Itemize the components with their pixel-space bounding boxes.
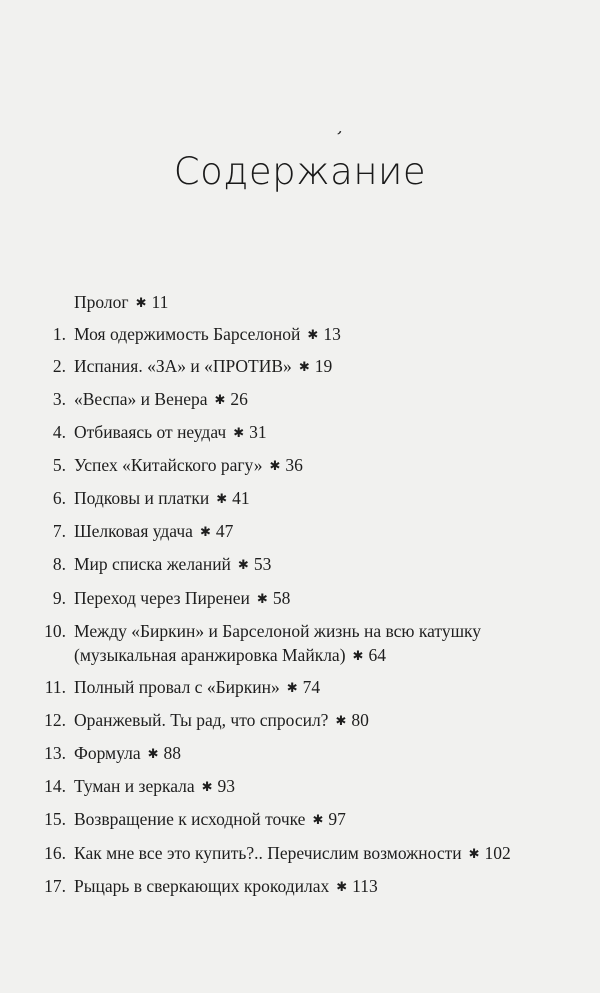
toc-entry-title: Между «Биркин» и Барселоной жизнь на всю катушку [74, 621, 482, 641]
separator-star-icon: ✱ [135, 296, 147, 311]
toc-entry-title: Полный провал с «Биркин» [74, 677, 280, 697]
separator-star-icon: ✱ [307, 328, 319, 343]
toc-entry-number: 6. [52, 488, 66, 508]
separator-star-icon: ✱ [352, 649, 364, 664]
toc-entry-page: 64 [368, 645, 386, 665]
toc-entry-title: Рыцарь в сверкающих крокодилах [74, 876, 330, 896]
separator-star-icon: ✱ [256, 592, 268, 607]
toc-entry-page: 31 [249, 422, 267, 442]
separator-star-icon: ✱ [468, 847, 480, 862]
toc-entry-page: 88 [163, 743, 182, 763]
separator-star-icon: ✱ [335, 714, 347, 729]
toc-entry-title: Мир списка желаний [74, 554, 231, 574]
separator-star-icon: ✱ [237, 558, 249, 573]
toc-entry-title: Переход через Пиренеи [74, 588, 250, 608]
separator-star-icon: ✱ [233, 426, 245, 441]
separator-star-icon: ✱ [298, 360, 310, 375]
toc-entry-page: 11 [151, 292, 169, 312]
toc-entry-number: 11. [44, 677, 66, 697]
toc-entry-title: Возвращение к исходной точке [74, 809, 306, 829]
toc-entry-line [74, 486, 250, 513]
toc-entry-page: 102 [484, 843, 511, 863]
toc-entry-number: 16. [44, 843, 66, 863]
toc-entry-page: 13 [323, 324, 341, 344]
toc-entry-number: 10. [44, 621, 66, 641]
toc-entry-line [74, 322, 341, 349]
toc-entry-line [74, 643, 386, 670]
toc-entry-title: Моя одержимость Барселоной [74, 324, 301, 344]
toc-entry-page: 47 [215, 521, 234, 541]
toc-entry-title: Успех «Китайского рагу» [74, 455, 263, 475]
separator-star-icon: ✱ [336, 880, 348, 895]
toc-entry-page: 41 [232, 488, 250, 508]
toc-entry-number: 2. [52, 356, 66, 376]
toc-entry-line [74, 675, 320, 702]
separator-star-icon: ✱ [147, 747, 159, 762]
toc-entry-number: 14. [44, 776, 66, 796]
toc-entry-title: Туман и зеркала [74, 776, 195, 796]
separator-star-icon: ✱ [216, 492, 228, 507]
separator-star-icon: ✱ [214, 393, 226, 408]
toc-entry-page: 93 [217, 776, 236, 796]
toc-entry-title: «Веспа» и Венера [74, 389, 208, 409]
toc-entry-page: 58 [272, 588, 291, 608]
toc-entry-line [74, 586, 290, 613]
toc-entry-page: 36 [285, 455, 303, 475]
toc-entry-line [74, 708, 369, 735]
toc-entry-number: 17. [44, 876, 66, 896]
toc-entry-number: 4. [52, 422, 66, 442]
page-title: Содержание [173, 150, 427, 193]
toc-entry-title: Оранжевый. Ты рад, что спросил? [74, 710, 329, 730]
toc-entry-title: Отбиваясь от неудач [74, 422, 227, 442]
toc-entry-line [74, 453, 303, 480]
toc-entry-page: 26 [230, 389, 248, 409]
toc-entry-number: 13. [44, 743, 66, 763]
toc-entry-line [74, 774, 235, 801]
toc-entry-page: 113 [352, 876, 378, 896]
toc-entry-number: 12. [44, 710, 66, 730]
toc-entry-number: 3. [52, 389, 66, 409]
toc-entry-number: 1. [52, 324, 66, 344]
toc-entry-title: Как мне все это купить?.. Перечислим возможности [74, 843, 462, 863]
toc-entry-title: Подковы и платки [74, 488, 210, 508]
toc-entry-number: 15. [44, 809, 66, 829]
separator-star-icon: ✱ [312, 813, 324, 828]
top-mark: , [336, 117, 347, 138]
toc-entry-line [74, 552, 271, 579]
separator-star-icon: ✱ [199, 525, 211, 540]
toc-entry-line [74, 619, 481, 643]
separator-star-icon: ✱ [269, 459, 281, 474]
toc-entry-page: 97 [328, 809, 346, 829]
toc-entry-line [74, 807, 346, 834]
toc-entry-line [74, 741, 181, 768]
toc-entry-page: 53 [253, 554, 272, 574]
toc-entry-number: 9. [52, 588, 66, 608]
toc-entry-page: 19 [314, 356, 333, 376]
separator-star-icon: ✱ [286, 681, 298, 696]
toc-entry-number: 7. [52, 521, 66, 541]
toc-entry-page: 74 [302, 677, 321, 697]
toc-entry-number: 8. [52, 554, 66, 574]
toc-entry-line [74, 841, 511, 868]
toc-entry-number: 5. [52, 455, 66, 475]
toc-entry-line [74, 354, 332, 381]
separator-star-icon: ✱ [201, 780, 213, 795]
toc-entry-line [74, 420, 267, 447]
toc-entry-line [74, 519, 233, 546]
toc-entry-title: Испания. «ЗА» и «ПРОТИВ» [74, 356, 292, 376]
toc-entry-title: Шелковая удача [74, 521, 193, 541]
toc-entry-line [74, 290, 168, 317]
toc-entry-line [74, 874, 378, 901]
toc-entry-line [74, 387, 248, 414]
toc-entry-title-continued: (музыкальная аранжировка Майкла) [74, 645, 346, 665]
toc-entry-page: 80 [351, 710, 369, 730]
toc-entry-title: Формула [74, 743, 141, 763]
toc-entry-title: Пролог [74, 292, 129, 312]
